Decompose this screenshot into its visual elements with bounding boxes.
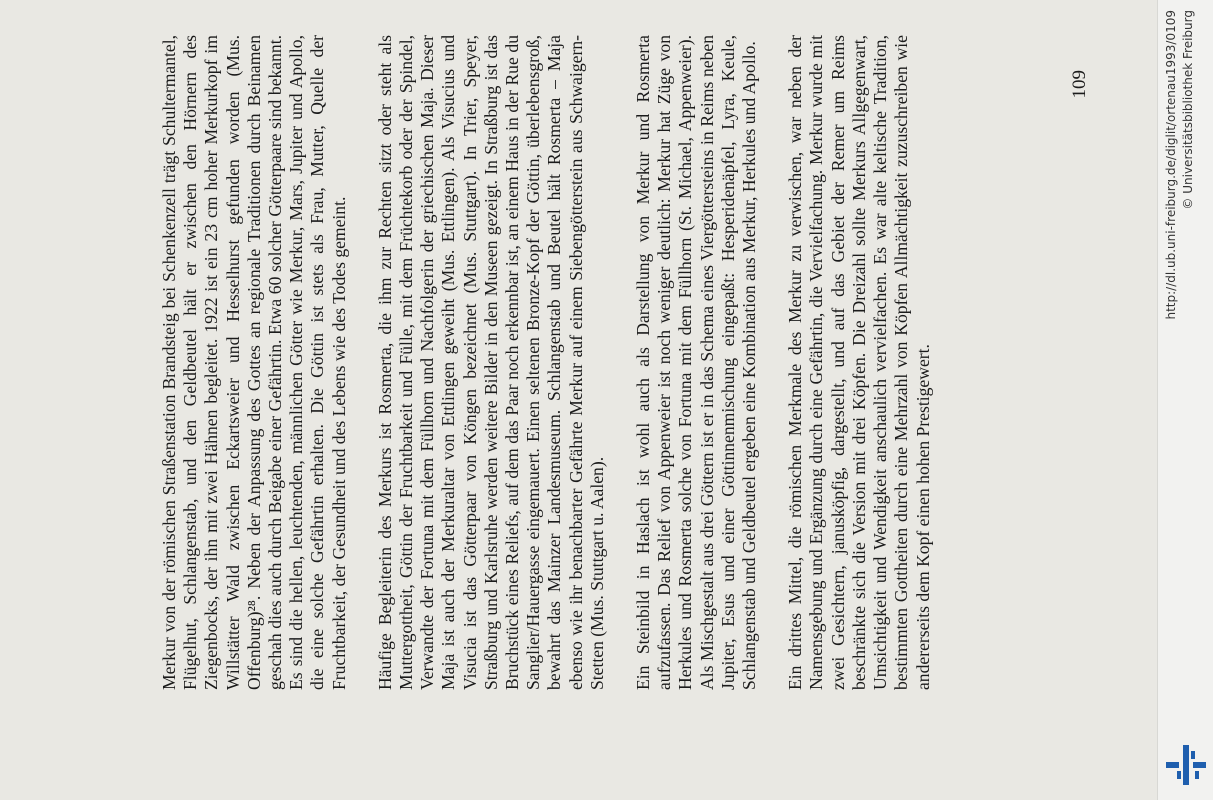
paragraph-3: Ein Steinbild in Haslach ist wohl auch als Darstellung von Merkur und Rosmerta aufzufassen. Das Relief von Appenweier ist noch weniger deutlich: Merkur hat Züge von Herkules und Rosmerta solche von Fortuna mit dem Füllhorn (St. Michael, Appenweier). Als Mischgestalt aus drei Göttern ist er in das Schema eines Viergöttersteins in Reims neben Jupiter, Esus und einer Göttinnenmischung eingepaßt: Hesperidenäpfel, Lyra, Keule, Schlangenstab und Geldbeutel ergeben eine Kombination aus Merkur, Herkules und Apollo. xyxy=(633,35,760,690)
library-sidebar xyxy=(1157,0,1213,800)
source-url-link[interactable]: http://dl.ub.uni-freiburg.de/diglit/ortenau1993/0109 xyxy=(1164,10,1178,320)
ub-freiburg-logo-icon[interactable] xyxy=(1166,745,1206,785)
paragraph-2: Häufige Begleiterin des Merkurs ist Rosmerta, die ihm zur Rechten sitzt oder steht als Muttergottheit, Göttin der Fruchtbarkeit und Fülle, mit dem Früchtekorb oder der Spindel, Verwandte der Fortuna mit dem Füllhorn und Nachfolgerin der griechischen Maja. Dieser Maja ist auch der Merkuraltar von Ettlingen geweiht (Mus. Ettlingen). Als Visucius und Visucia ist das Götterpaar von Köngen bezeichnet (Mus. Stuttgart). In Trier, Speyer, Straßburg und Karlsruhe werden weitere Bilder in den Museen gezeigt. In Straßburg ist das Bruchstück eines Reliefs, auf dem das Paar noch erkennbar ist, an einem Haus in der Rue du Sanglier/Hauergasse eingemauert. Einen seltenen Bronze-Kopf der Göttin, überlebensgroß, bewahrt das Mainzer Landesmuseum. Schlangenstab und Beutel hält Rosmerta – Maja ebenso wie ihr benachbarter Gefährte Merkur auf einem Siebengötterstein aus Schwaigern-Stetten (Mus. Stuttgart u. Aalen). xyxy=(374,35,607,690)
paragraph-1: Merkur von der römischen Straßenstation Brandsteig bei Schenkenzell trägt Schultermantel, Flügelhut, Schlangenstab, und den Geldbeutel hält er zwischen den Hörnern des Ziegenbocks, der ihn mit zwei Hähnen begleitet. 1922 ist ein 23 cm hoher Merkurkopf im Willstätter Wald zwischen Eckartsweier und Hesselhurst gefunden worden (Mus. Offenburg)²⁸. Neben der Anpassung des Gottes an regionale Traditionen durch Beinamen geschah dies auch durch Beigabe einer Gefährtin. Etwa 60 solcher Götterpaare sind bekannt. Es sind die hellen, leuchtenden, männlichen Götter wie Merkur, Mars, Jupiter und Apollo, die eine solche Gefährtin erhalten. Die Göttin ist stets als Frau, Mutter, Quelle der Fruchtbarkeit, der Gesundheit und des Lebens wie des Todes gemeint. xyxy=(159,35,349,690)
copyright-notice: © Universitätsbibliothek Freiburg xyxy=(1181,10,1195,210)
rotated-page-content xyxy=(79,35,1090,730)
paragraph-4: Ein drittes Mittel, die römischen Merkmale des Merkur zu verwischen, war neben der Namensgebung und Ergänzung durch eine Gefährtin, die Vervielfachung. Merkur wurde mit zwei Gesichtern, janusköpfig, dargestellt, und auf das Gebiet der Remer um Reims beschränkte sich die Version mit drei Köpfen. Die Dreizahl sollte Merkurs Allgegenwart, Umsichtigkeit und Wendigkeit anschaulich vervielfachen. Es war alte keltische Tradition, bestimmten Gottheiten durch eine Mehrzahl von Köpfen Allmächtigkeit zuzuschreiben wie andererseits dem Kopf einen hohen Prestigewert. xyxy=(785,35,933,690)
sidebar-text xyxy=(1163,10,1207,750)
page-number: 109 xyxy=(1069,70,1090,99)
article-text xyxy=(159,35,959,690)
